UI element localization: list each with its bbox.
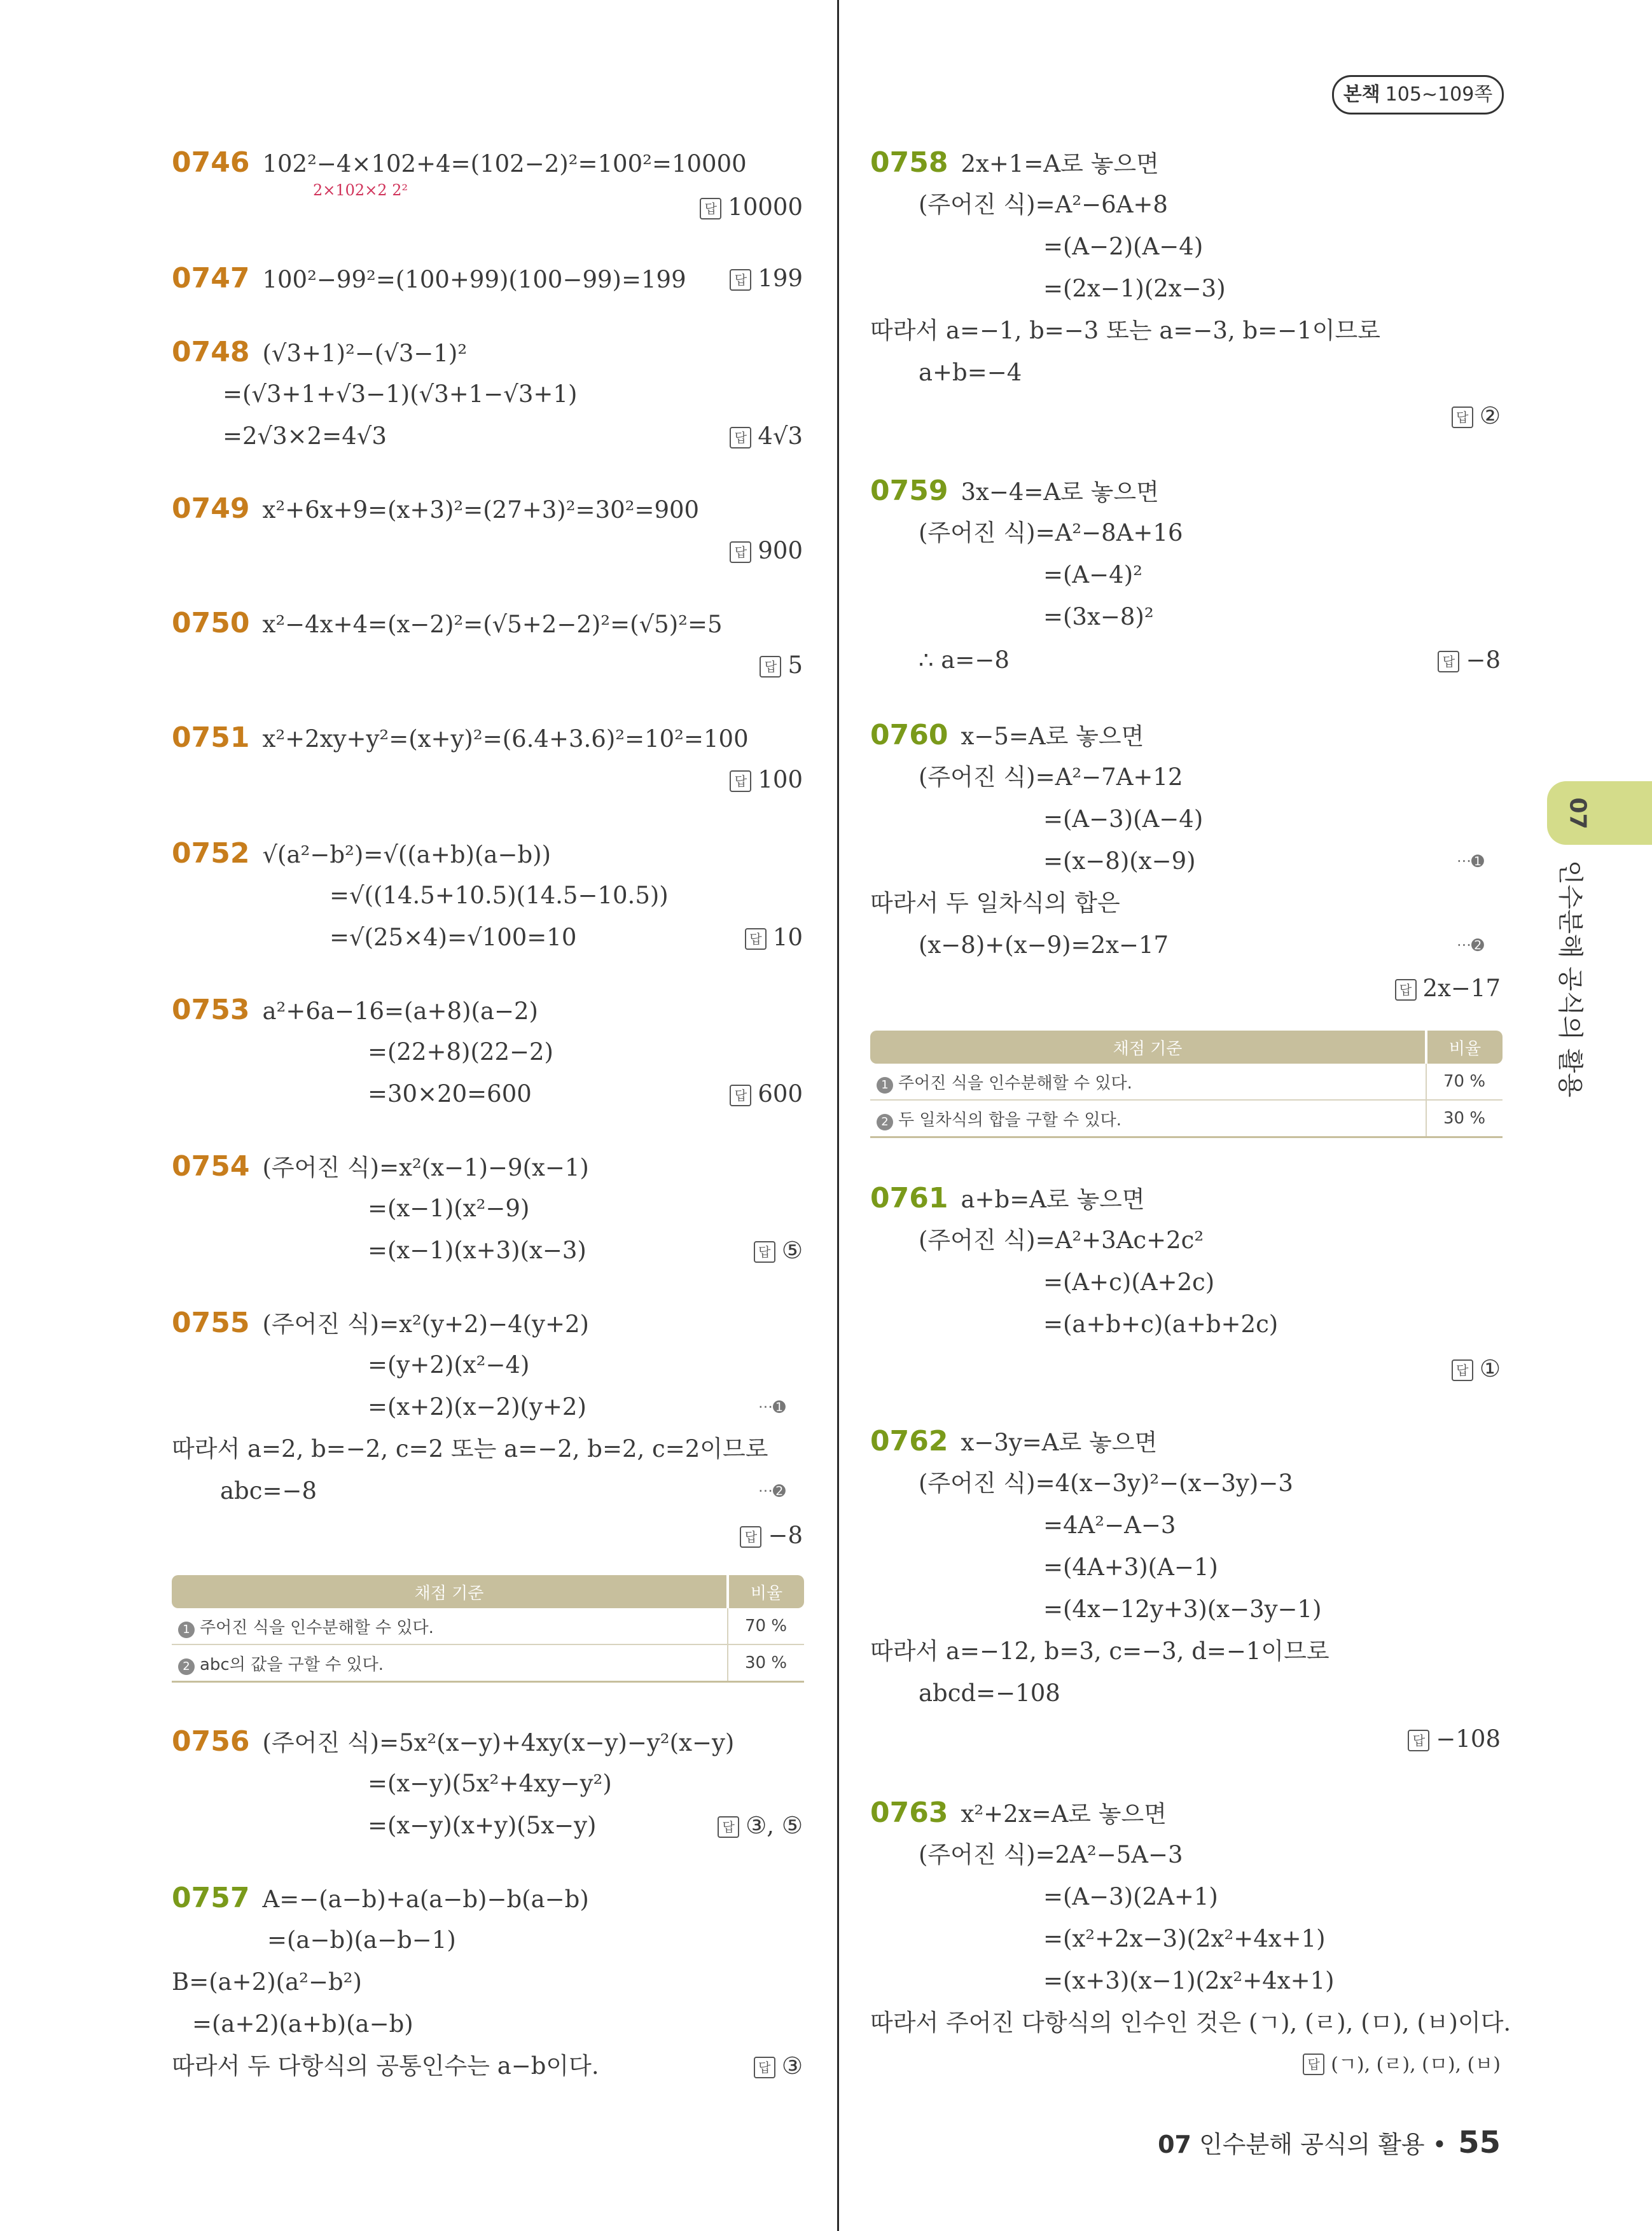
answer-icon: 답: [1408, 1730, 1429, 1751]
problem-0763-line2: (주어진 식)=2A²−5A−3: [919, 1841, 1183, 1868]
answer-0755: 답 −8: [740, 1520, 803, 1551]
criteria-row-1: 1 주어진 식을 인수분해할 수 있다.: [870, 1064, 1426, 1100]
problem-0755-line5: abc=−8: [220, 1477, 317, 1505]
step-marker-1: ···➊: [1457, 852, 1484, 870]
answer-0763: 답 (ㄱ), (ㄹ), (ㅁ), (ㅂ): [1303, 2050, 1501, 2080]
problem-0752: 0752 √(a²−b²)=√((a+b)(a−b)): [172, 837, 552, 870]
answer-0761: 답 ①: [1452, 1354, 1501, 1384]
step-marker-2: ···➋: [1457, 936, 1484, 954]
problem-0755-line2: =(y+2)(x²−4): [368, 1351, 530, 1379]
problem-0762-line2: (주어진 식)=4(x−3y)²−(x−3y)−3: [919, 1470, 1293, 1497]
problem-0754-line3: =(x−1)(x+3)(x−3): [368, 1237, 587, 1264]
answer-0754: 답 ⑤: [754, 1235, 803, 1266]
answer-icon: 답: [718, 1816, 739, 1838]
answer-icon: 답: [754, 1241, 775, 1263]
problem-0757-line4: =(a+2)(a+b)(a−b): [192, 2010, 413, 2038]
answer-icon: 답: [730, 541, 751, 563]
problem-0759: 0759 3x−4=A로 놓으면: [870, 475, 1159, 507]
answer-icon: 답: [760, 656, 781, 678]
problem-0757-line2: =(a−b)(a−b−1): [267, 1926, 456, 1954]
problem-0755: 0755 (주어진 식)=x²(y+2)−4(y+2): [172, 1307, 589, 1339]
problem-0763-line3: =(A−3)(2A+1): [1043, 1883, 1218, 1910]
problem-0761: 0761 a+b=A로 놓으면: [870, 1182, 1145, 1214]
answer-0760: 답 2x−17: [1395, 973, 1501, 1004]
page-footer: 07 인수분해 공식의 활용 • 55: [1158, 2125, 1501, 2160]
problem-0751: 0751 x²+2xy+y²=(x+y)²=(6.4+3.6)²=10²=100: [172, 721, 749, 754]
problem-0763-line5: =(x+3)(x−1)(2x²+4x+1): [1043, 1967, 1335, 1994]
criteria-row-2: 2 abc의 값을 구할 수 있다.: [172, 1644, 728, 1682]
problem-0762-line5: =(4x−12y+3)(x−3y−1): [1043, 1595, 1322, 1623]
problem-0761-line2: (주어진 식)=A²+3Ac+2c²: [919, 1227, 1204, 1254]
answer-icon: 답: [1438, 651, 1459, 672]
problem-0753-line3: =30×20=600: [368, 1080, 532, 1108]
problem-0759-line4: =(3x−8)²: [1043, 603, 1154, 630]
answer-0751: 답 100: [730, 765, 803, 795]
problem-0757-line3: B=(a+2)(a²−b²): [172, 1968, 362, 1996]
answer-0758: 답 ②: [1452, 401, 1501, 431]
problem-0760-line6: (x−8)+(x−9)=2x−17: [919, 931, 1169, 959]
problem-0754: 0754 (주어진 식)=x²(x−1)−9(x−1): [172, 1150, 589, 1183]
problem-0760-line5: 따라서 두 일차식의 합은: [870, 889, 1120, 917]
problem-0761-line4: =(a+b+c)(a+b+2c): [1043, 1310, 1279, 1338]
problem-0760-line3: =(A−3)(A−4): [1043, 805, 1204, 833]
answer-icon: 답: [730, 427, 751, 448]
problem-0752-line3: =√(25×4)=√100=10: [330, 924, 577, 951]
problem-0761-line3: =(A+c)(A+2c): [1043, 1268, 1215, 1296]
step-marker-2: ···➋: [758, 1482, 786, 1500]
problem-0756-line3: =(x−y)(x+y)(5x−y): [368, 1812, 597, 1839]
problem-0763-line6: 따라서 주어진 다항식의 인수인 것은 (ㄱ), (ㄹ), (ㅁ), (ㅂ)이다.: [870, 2009, 1511, 2036]
answer-0749: 답 900: [730, 536, 803, 566]
answer-icon: 답: [700, 198, 721, 219]
answer-0759: 답 −8: [1438, 645, 1501, 676]
chapter-side-title: 인수분해 공식의 활용: [1555, 860, 1585, 1098]
chapter-side-number: 07: [1564, 797, 1591, 830]
problem-0747: 0747 100²−99²=(100+99)(100−99)=199: [172, 262, 686, 295]
answer-0752: 답 10: [745, 922, 803, 953]
answer-0750: 답 5: [760, 650, 803, 681]
problem-0760: 0760 x−5=A로 놓으면: [870, 719, 1144, 751]
problem-0758-line2: (주어진 식)=A²−6A+8: [919, 191, 1168, 218]
problem-0762-line4: =(4A+3)(A−1): [1043, 1553, 1218, 1581]
problem-0752-line2: =√((14.5+10.5)(14.5−10.5)): [330, 882, 669, 909]
problem-0758-line4: =(2x−1)(2x−3): [1043, 275, 1226, 302]
page-reference-badge: 본책 105∼109쪽: [1332, 75, 1504, 115]
problem-0762: 0762 x−3y=A로 놓으면: [870, 1425, 1158, 1457]
problem-0762-line6: 따라서 a=−12, b=3, c=−3, d=−1이므로: [870, 1637, 1329, 1665]
problem-0759-line2: (주어진 식)=A²−8A+16: [919, 519, 1183, 546]
grading-criteria-table-1: [172, 1575, 804, 1683]
problem-0753-line2: =(22+8)(22−2): [368, 1038, 553, 1066]
problem-0762-line7: abcd=−108: [919, 1679, 1060, 1707]
step-marker-1: ···➊: [758, 1398, 786, 1416]
criteria-row-2: 2 두 일차식의 합을 구할 수 있다.: [870, 1100, 1426, 1137]
problem-0757: 0757 A=−(a−b)+a(a−b)−b(a−b): [172, 1882, 589, 1914]
answer-0757: 답 ③: [754, 2051, 803, 2082]
answer-0753: 답 600: [730, 1079, 803, 1109]
problem-0756: 0756 (주어진 식)=5x²(x−y)+4xy(x−y)−y²(x−y): [172, 1725, 735, 1758]
answer-icon: 답: [730, 1085, 751, 1106]
criteria-header: 채점 기준: [172, 1575, 728, 1608]
criteria-row-1: 1 주어진 식을 인수분해할 수 있다.: [172, 1608, 728, 1644]
answer-icon: 답: [745, 928, 767, 950]
problem-0748-line3: =2√3×2=4√3: [223, 422, 387, 450]
answer-0747: 답 199: [730, 263, 803, 294]
answer-icon: 답: [1452, 1359, 1473, 1381]
grading-criteria-table-2: [870, 1031, 1503, 1138]
chapter-side-tab: [1547, 781, 1652, 845]
answer-0762: 답 −108: [1408, 1724, 1501, 1755]
problem-0753: 0753 a²+6a−16=(a+8)(a−2): [172, 994, 538, 1026]
answer-icon: 답: [754, 2057, 775, 2078]
problem-0754-line2: =(x−1)(x²−9): [368, 1195, 530, 1222]
answer-icon: 답: [730, 770, 751, 792]
answer-icon: 답: [730, 269, 751, 291]
problem-0748: 0748 (√3+1)²−(√3−1)²: [172, 336, 468, 368]
answer-icon: 답: [1303, 2054, 1324, 2075]
problem-0748-line2: =(√3+1+√3−1)(√3+1−√3+1): [223, 380, 578, 408]
problem-0759-line3: =(A−4)²: [1043, 561, 1142, 588]
ratio-2: 30 %: [1426, 1100, 1503, 1137]
answer-0746: 답 10000: [700, 192, 803, 223]
problem-0763-line4: =(x²+2x−3)(2x²+4x+1): [1043, 1925, 1326, 1952]
problem-0763: 0763 x²+2x=A로 놓으면: [870, 1797, 1167, 1829]
problem-0758: 0758 2x+1=A로 놓으면: [870, 146, 1159, 179]
problem-0760-line4: =(x−8)(x−9): [1043, 847, 1196, 875]
problem-0756-line2: =(x−y)(5x²+4xy−y²): [368, 1770, 612, 1797]
hint-0746: 2×102×2 2²: [313, 181, 408, 199]
answer-0748: 답 4√3: [730, 421, 803, 452]
criteria-header: 채점 기준: [870, 1031, 1426, 1064]
problem-0760-line2: (주어진 식)=A²−7A+12: [919, 763, 1183, 791]
problem-0758-line3: =(A−2)(A−4): [1043, 233, 1204, 260]
answer-icon: 답: [1395, 979, 1417, 1001]
problem-0762-line3: =4A²−A−3: [1043, 1512, 1176, 1539]
column-divider: [837, 0, 839, 2231]
page-number: 55: [1458, 2125, 1501, 2160]
problem-0749: 0749 x²+6x+9=(x+3)²=(27+3)²=30²=900: [172, 492, 700, 525]
problem-0758-line6: a+b=−4: [919, 359, 1022, 386]
problem-0755-line4: 따라서 a=2, b=−2, c=2 또는 a=−2, b=2, c=2이므로: [172, 1435, 768, 1463]
ratio-2: 30 %: [728, 1644, 804, 1682]
answer-0756: 답 ③, ⑤: [718, 1811, 803, 1841]
problem-0755-line3: =(x+2)(x−2)(y+2): [368, 1393, 587, 1421]
answer-icon: 답: [1452, 407, 1473, 428]
ratio-1: 70 %: [1426, 1064, 1503, 1100]
problem-0758-line5: 따라서 a=−1, b=−3 또는 a=−3, b=−1이므로: [870, 317, 1380, 344]
ratio-header: 비율: [1426, 1031, 1503, 1064]
problem-0759-line5: ∴ a=−8: [919, 646, 1010, 674]
problem-0750: 0750 x²−4x+4=(x−2)²=(√5+2−2)²=(√5)²=5: [172, 607, 723, 639]
ratio-1: 70 %: [728, 1608, 804, 1644]
problem-0757-line5: 따라서 두 다항식의 공통인수는 a−b이다.: [172, 2052, 599, 2080]
problem-0746: 0746 102²−4×102+4=(102−2)²=100²=10000: [172, 146, 747, 179]
answer-icon: 답: [740, 1526, 761, 1548]
ratio-header: 비율: [728, 1575, 804, 1608]
